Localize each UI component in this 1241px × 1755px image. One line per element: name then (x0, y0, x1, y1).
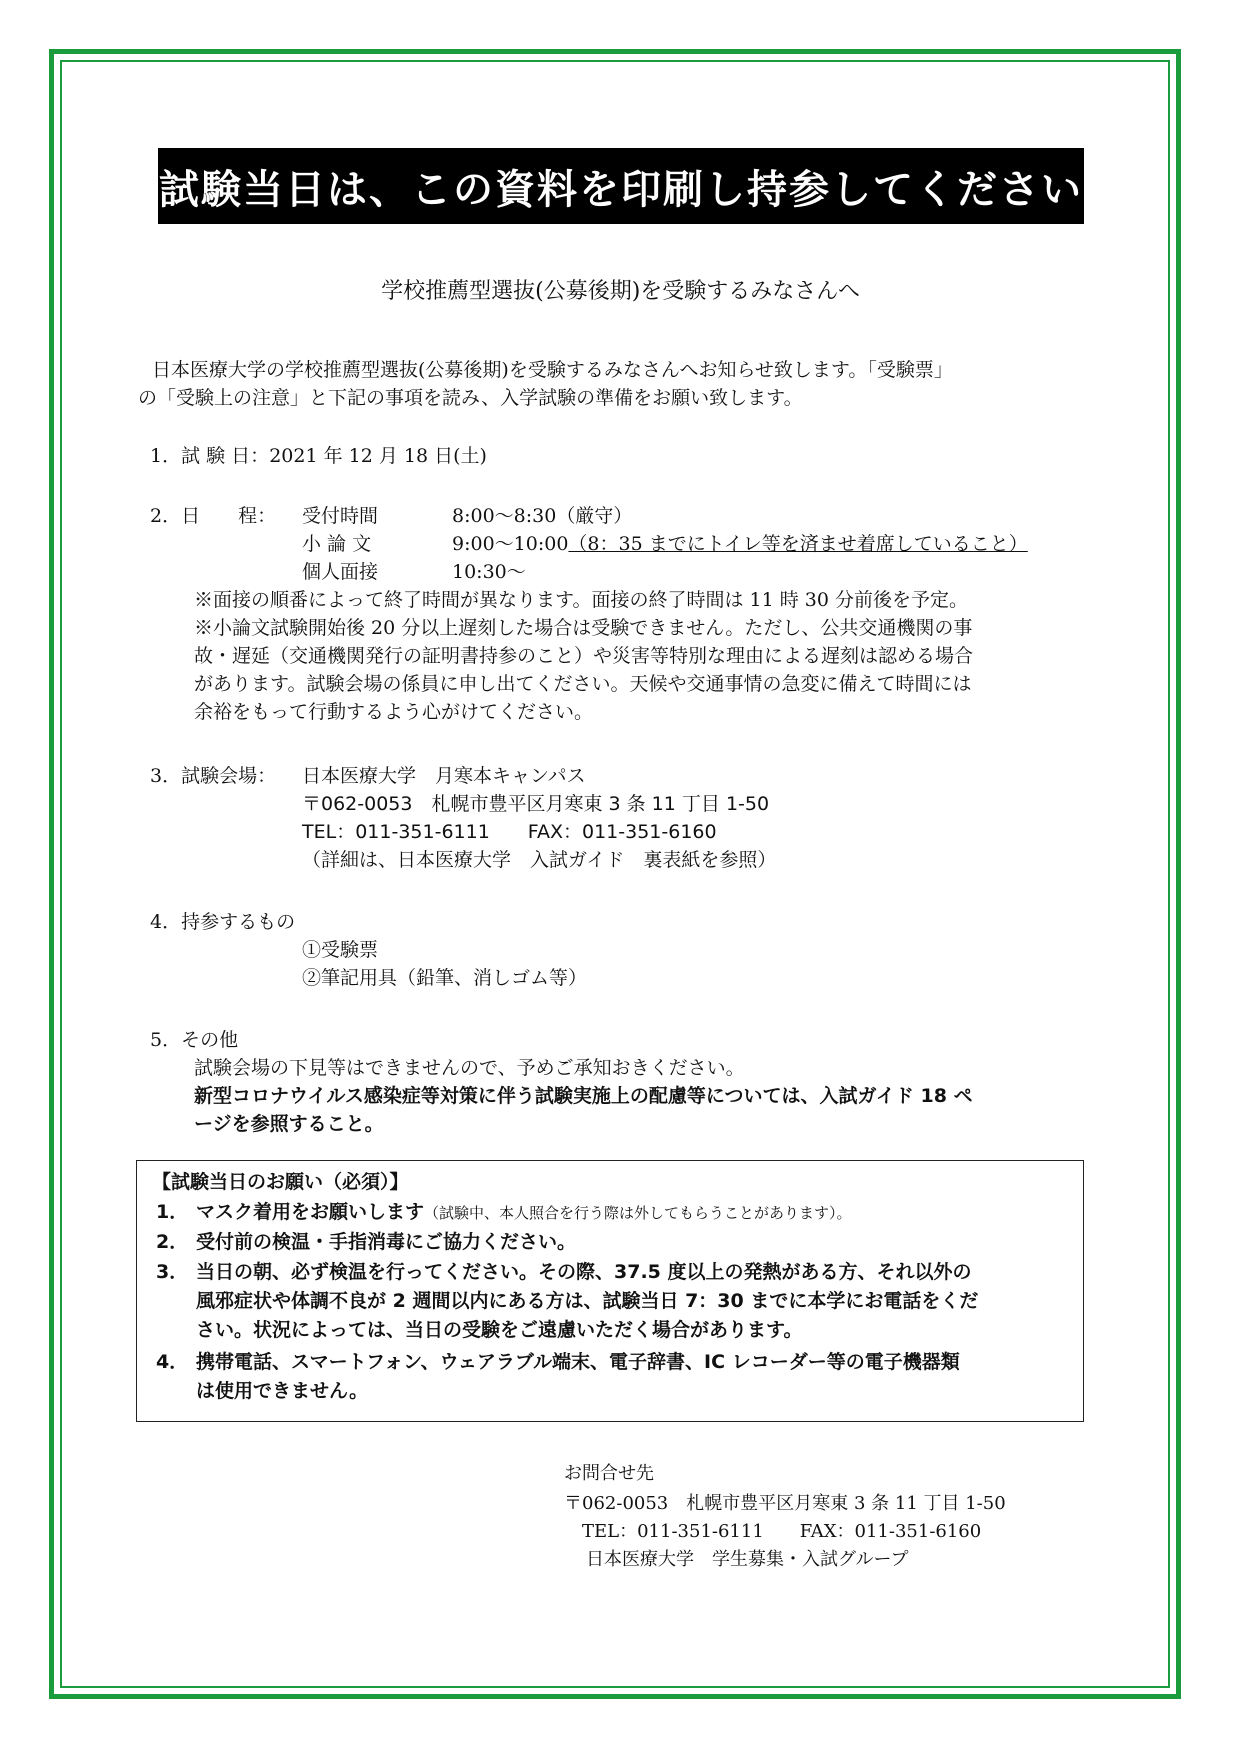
covid-notice-line: 新型コロナウイルス感染症等対策に伴う試験実施上の配慮等については、入試ガイド 18 ペ (194, 1085, 973, 1107)
essay-seating-note: （8：35 までにトイレ等を済ませ着席していること） (568, 533, 1028, 555)
contact-address: 〒062-0053 札幌市豊平区月寒東 3 条 11 丁目 1-50 (564, 1493, 1006, 1514)
other-line: 試験会場の下見等はできませんので、予めご承知おきください。 (194, 1057, 745, 1079)
schedule-row-essay-time: 9:00〜10:00（8：35 までにトイレ等を済ませ着席していること） (452, 533, 1028, 555)
section-label: その他 (181, 1029, 239, 1051)
covid-notice-line: ージを参照すること。 (194, 1113, 384, 1135)
item-list-entry: ②筆記用具（鉛筆、消しゴム等） (302, 967, 588, 989)
request-item-3-line: さい。状況によっては、当日の受験をご遠慮いただく場合があります。 (196, 1319, 803, 1341)
section-number: 4． (150, 911, 182, 933)
venue-phone: TEL：011-351-6111 FAX：011-351-6160 (302, 821, 717, 843)
request-item-number: 2． (156, 1231, 189, 1253)
request-item-3-line: 風邪症状や体調不良が 2 週間以内にある方は、試験当日 7：30 までに本学にお電話をくだ (196, 1290, 979, 1312)
schedule-note-line: ※小論文試験開始後 20 分以上遅刻した場合は受験できません。ただし、公共交通機関の事 (194, 617, 973, 639)
banner-title: 試験当日は、この資料を印刷し持参してください (158, 148, 1084, 224)
request-item-number: 1． (156, 1201, 189, 1223)
section-number: 3． (150, 765, 182, 787)
intro-line-2: の「受験上の注意」と下記の事項を読み、入学試験の準備をお願い致します。 (138, 387, 803, 409)
section-label: 試 験 日： (181, 445, 270, 467)
intro-paragraph (138, 356, 1092, 412)
venue-name: 日本医療大学 月寒本キャンパス (302, 765, 586, 787)
exam-date: 2021 年 12 月 18 日(土) (269, 445, 487, 467)
section-label: 試験会場： (181, 765, 277, 787)
subtitle: 学校推薦型選抜(公募後期)を受験するみなさんへ (381, 279, 860, 304)
schedule-note-line: 余裕をもって行動するよう心がけてください。 (194, 701, 594, 723)
mask-request-note: （試験中、本人照合を行う際は外してもらうことがあります）。 (424, 1204, 852, 1222)
schedule-row-interview-time: 10:30〜 (452, 561, 526, 583)
intro-line-1: 日本医療大学の学校推薦型選抜(公募後期)を受験するみなさんへお知らせ致します。「受験票」 (152, 359, 953, 381)
section-other-heading (150, 1026, 238, 1054)
section-items-heading (150, 908, 295, 936)
section-label: 持参するもの (181, 911, 296, 933)
schedule-row-reception-time: 8:00〜8:30（厳守） (452, 505, 633, 527)
request-item-4-line: 携帯電話、スマートフォン、ウェアラブル端末、電子辞書、IC レコーダー等の電子機器類 (196, 1351, 960, 1373)
schedule-row-reception-name: 受付時間 (302, 505, 379, 527)
section-schedule-heading (150, 502, 276, 530)
request-item-1 (196, 1198, 852, 1227)
section-date (150, 442, 487, 470)
section-number: 5． (150, 1029, 182, 1051)
schedule-note-line: ※面接の順番によって終了時間が異なります。面接の終了時間は 11 時 30 分前後を予定。 (194, 589, 968, 611)
mask-request: マスク着用をお願いします (196, 1201, 425, 1223)
section-number: 1． (150, 445, 182, 467)
request-item-number: 4． (156, 1351, 189, 1373)
section-number: 2． (150, 505, 182, 527)
request-item-number: 3． (156, 1261, 189, 1283)
contact-organization: 日本医療大学 学生募集・入試グループ (586, 1549, 909, 1570)
request-item-3-line: 当日の朝、必ず検温を行ってください。その際、37.5 度以上の発熱がある方、それ以外の (196, 1261, 972, 1283)
schedule-note-line: 故・遅延（交通機関発行の証明書持参のこと）や災害等特別な理由による遅刻は認める場合 (194, 645, 974, 667)
requests-title: 【試験当日のお願い（必須）】 (152, 1171, 409, 1193)
request-item-2: 受付前の検温・手指消毒にご協力ください。 (196, 1231, 577, 1253)
venue-address: 〒062-0053 札幌市豊平区月寒東 3 条 11 丁目 1-50 (302, 793, 770, 815)
request-item-4-line: は使用できません。 (196, 1380, 369, 1402)
item-list-entry: ①受験票 (302, 939, 379, 961)
schedule-note-line: があります。試験会場の係員に申し出てください。天候や交通事情の急変に備えて時間には (194, 673, 972, 695)
section-venue-heading (150, 762, 276, 790)
venue-detail: （詳細は、日本医療大学 入試ガイド 裏表紙を参照） (302, 849, 777, 871)
schedule-row-interview-name: 個人面接 (302, 561, 379, 583)
section-label: 日 程： (181, 505, 277, 527)
schedule-row-essay-name: 小 論 文 (302, 533, 372, 555)
contact-phone: TEL：011-351-6111 FAX：011-351-6160 (582, 1521, 982, 1542)
contact-title: お問合せ先 (564, 1463, 654, 1484)
